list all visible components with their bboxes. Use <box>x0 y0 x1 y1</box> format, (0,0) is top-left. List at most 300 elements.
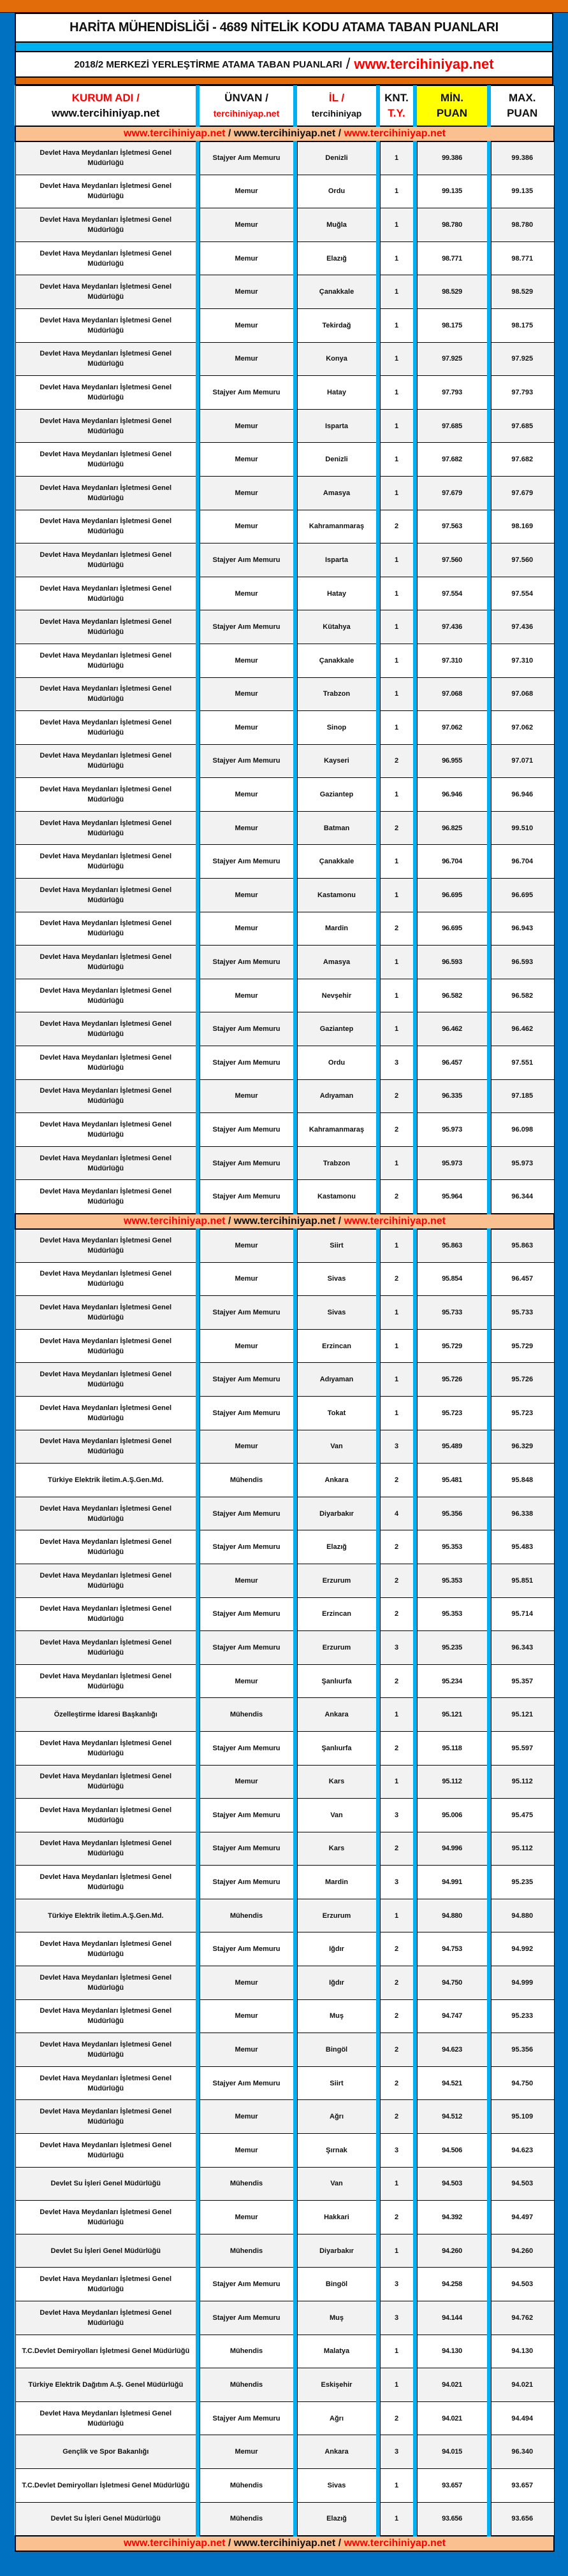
title-cell: Stajyer Aım Memuru <box>198 1631 295 1665</box>
quota-cell: 1 <box>378 1698 415 1732</box>
title-cell: Memur <box>198 275 295 309</box>
banner-link[interactable]: www.tercihiniyap.net <box>233 127 336 139</box>
min-score-cell: 95.353 <box>415 1530 489 1564</box>
max-score-cell: 97.436 <box>489 610 554 644</box>
max-score-cell: 97.554 <box>489 577 554 610</box>
institution-cell: Devlet Su İşleri Genel Müdürlüğü <box>15 2502 198 2536</box>
table-row <box>15 476 554 510</box>
max-score-cell: 95.851 <box>489 1564 554 1597</box>
title-cell: Memur <box>198 711 295 745</box>
header-sublabel: PUAN <box>507 106 538 119</box>
max-score-cell: 98.780 <box>489 208 554 242</box>
quota-cell: 2 <box>378 1079 415 1113</box>
province-cell: Adıyaman <box>295 1079 378 1113</box>
quota-cell: 2 <box>378 510 415 543</box>
quota-cell: 1 <box>378 577 415 610</box>
province-cell: Muğla <box>295 208 378 242</box>
quota-cell: 1 <box>378 2234 415 2268</box>
title-cell: Stajyer Aım Memuru <box>198 141 295 175</box>
table-row <box>15 2502 554 2536</box>
institution-cell: Devlet Hava Meydanları İşletmesi Genel Müdürlüğü <box>15 1229 198 1263</box>
province-cell: Siirt <box>295 2066 378 2100</box>
table-row <box>15 912 554 946</box>
max-score-cell: 97.185 <box>489 1079 554 1113</box>
title-cell: Stajyer Aım Memuru <box>198 1799 295 1832</box>
top-orange-bar <box>0 0 568 13</box>
title-cell: Stajyer Aım Memuru <box>198 1146 295 1180</box>
min-score-cell: 98.175 <box>415 308 489 342</box>
province-cell: Van <box>295 2167 378 2201</box>
banner-link[interactable]: www.tercihiniyap.net <box>124 127 226 139</box>
institution-cell: Devlet Hava Meydanları İşletmesi Genel Müdürlüğü <box>15 577 198 610</box>
title-cell: Stajyer Aım Memuru <box>198 1731 295 1765</box>
min-score-cell: 95.006 <box>415 1799 489 1832</box>
institution-cell: Devlet Hava Meydanları İşletmesi Genel Müdürlüğü <box>15 1731 198 1765</box>
max-score-cell: 95.848 <box>489 1464 554 1497</box>
table-row <box>15 1229 554 1263</box>
min-score-cell: 95.234 <box>415 1664 489 1698</box>
institution-cell: Devlet Hava Meydanları İşletmesi Genel Müdürlüğü <box>15 443 198 477</box>
column-header-province <box>295 86 378 126</box>
banner-cell <box>15 1214 554 1229</box>
province-cell: Bingöl <box>295 2268 378 2301</box>
institution-cell: Devlet Hava Meydanları İşletmesi Genel Müdürlüğü <box>15 1832 198 1866</box>
column-header-min-score <box>415 86 489 126</box>
table-row <box>15 241 554 275</box>
min-score-cell: 94.258 <box>415 2268 489 2301</box>
institution-cell: Devlet Hava Meydanları İşletmesi Genel Müdürlüğü <box>15 1932 198 1966</box>
table-row <box>15 1530 554 1564</box>
quota-cell: 1 <box>378 778 415 812</box>
max-score-cell: 95.357 <box>489 1664 554 1698</box>
header-sublabel: www.tercihiniyap.net <box>52 106 160 119</box>
table-row <box>15 1146 554 1180</box>
min-score-cell: 95.356 <box>415 1497 489 1530</box>
max-score-cell: 96.340 <box>489 2435 554 2469</box>
min-score-cell: 94.991 <box>415 1866 489 1899</box>
banner-cell <box>15 2536 554 2551</box>
institution-cell: Devlet Hava Meydanları İşletmesi Genel Müdürlüğü <box>15 1329 198 1363</box>
table-row <box>15 2335 554 2368</box>
max-score-cell: 96.946 <box>489 778 554 812</box>
title-cell: Stajyer Aım Memuru <box>198 1363 295 1397</box>
max-score-cell: 93.656 <box>489 2502 554 2536</box>
max-score-cell: 97.925 <box>489 342 554 376</box>
min-score-cell: 94.521 <box>415 2066 489 2100</box>
institution-cell: Devlet Hava Meydanları İşletmesi Genel Müdürlüğü <box>15 1012 198 1046</box>
province-cell: Şanlıurfa <box>295 1731 378 1765</box>
table-row <box>15 778 554 812</box>
institution-cell: Devlet Hava Meydanları İşletmesi Genel Müdürlüğü <box>15 711 198 745</box>
max-score-cell: 95.597 <box>489 1731 554 1765</box>
max-score-cell: 95.726 <box>489 1363 554 1397</box>
quota-cell: 1 <box>378 979 415 1012</box>
title-cell: Mühendis <box>198 2167 295 2201</box>
header-label: ÜNVAN / <box>224 91 268 104</box>
institution-cell: Devlet Hava Meydanları İşletmesi Genel Müdürlüğü <box>15 1765 198 1799</box>
province-cell: Hatay <box>295 577 378 610</box>
institution-cell: Devlet Hava Meydanları İşletmesi Genel Müdürlüğü <box>15 946 198 979</box>
institution-cell: Devlet Hava Meydanları İşletmesi Genel Müdürlüğü <box>15 2066 198 2100</box>
quota-cell: 1 <box>378 1296 415 1330</box>
max-score-cell: 96.582 <box>489 979 554 1012</box>
province-cell: Trabzon <box>295 677 378 711</box>
table-row <box>15 2435 554 2469</box>
site-link[interactable]: www.tercihiniyap.net <box>354 56 494 72</box>
page-title: HARİTA MÜHENDİSLİĞİ - 4689 NİTELİK KODU ATAMA TABAN PUANLARI <box>15 13 553 43</box>
title-cell: Memur <box>198 2435 295 2469</box>
max-score-cell: 96.457 <box>489 1262 554 1296</box>
province-cell: Kahramanmaraş <box>295 1113 378 1147</box>
max-score-cell: 93.657 <box>489 2468 554 2502</box>
max-score-cell: 95.475 <box>489 1799 554 1832</box>
min-score-cell: 99.135 <box>415 175 489 208</box>
institution-cell: Devlet Hava Meydanları İşletmesi Genel Müdürlüğü <box>15 1597 198 1631</box>
title-cell: Stajyer Aım Memuru <box>198 1932 295 1966</box>
header-label: İL / <box>328 91 345 104</box>
min-score-cell: 98.780 <box>415 208 489 242</box>
site-banner <box>15 126 554 141</box>
province-cell: Nevşehir <box>295 979 378 1012</box>
results-table <box>15 85 555 2552</box>
max-score-cell: 94.503 <box>489 2268 554 2301</box>
table-row <box>15 1430 554 1464</box>
min-score-cell: 96.695 <box>415 912 489 946</box>
province-cell: Ağrı <box>295 2401 378 2435</box>
title-cell: Memur <box>198 577 295 610</box>
institution-cell: Devlet Hava Meydanları İşletmesi Genel Müdürlüğü <box>15 275 198 309</box>
quota-cell: 1 <box>378 1765 415 1799</box>
province-cell: Kastamonu <box>295 1180 378 1214</box>
table-row <box>15 2368 554 2402</box>
institution-cell: Devlet Hava Meydanları İşletmesi Genel Müdürlüğü <box>15 342 198 376</box>
title-cell: Stajyer Aım Memuru <box>198 744 295 778</box>
province-cell: Kars <box>295 1832 378 1866</box>
title-cell: Memur <box>198 811 295 845</box>
header-label: MİN. <box>441 91 463 104</box>
max-score-cell: 94.130 <box>489 2335 554 2368</box>
table-row <box>15 1899 554 1932</box>
column-header-title <box>198 86 295 126</box>
min-score-cell: 94.015 <box>415 2435 489 2469</box>
institution-cell: Devlet Hava Meydanları İşletmesi Genel Müdürlüğü <box>15 1180 198 1214</box>
title-cell: Stajyer Aım Memuru <box>198 610 295 644</box>
province-cell: Erzincan <box>295 1597 378 1631</box>
institution-cell: T.C.Devlet Demiryolları İşletmesi Genel Müdürlüğü <box>15 2468 198 2502</box>
subtitle <box>15 52 553 78</box>
table-row <box>15 443 554 477</box>
min-score-cell: 95.726 <box>415 1363 489 1397</box>
banner-link[interactable]: www.tercihiniyap.net <box>233 1215 336 1227</box>
min-score-cell: 94.144 <box>415 2301 489 2335</box>
province-cell: Malatya <box>295 2335 378 2368</box>
max-score-cell: 96.943 <box>489 912 554 946</box>
max-score-cell: 99.135 <box>489 175 554 208</box>
title-cell: Stajyer Aım Memuru <box>198 1012 295 1046</box>
table-row <box>15 2234 554 2268</box>
table-row <box>15 577 554 610</box>
table-row <box>15 1396 554 1430</box>
min-score-cell: 97.554 <box>415 577 489 610</box>
min-score-cell: 97.068 <box>415 677 489 711</box>
institution-cell: Devlet Hava Meydanları İşletmesi Genel Müdürlüğü <box>15 845 198 879</box>
banner-link[interactable]: www.tercihiniyap.net <box>233 2537 336 2549</box>
province-cell: Kars <box>295 1765 378 1799</box>
table-row <box>15 342 554 376</box>
province-cell: Diyarbakır <box>295 1497 378 1530</box>
province-cell: Şırnak <box>295 2134 378 2168</box>
min-score-cell: 94.512 <box>415 2100 489 2134</box>
province-cell: Ankara <box>295 1464 378 1497</box>
institution-cell: Devlet Hava Meydanları İşletmesi Genel Müdürlüğü <box>15 2301 198 2335</box>
min-score-cell: 95.973 <box>415 1146 489 1180</box>
min-score-cell: 97.793 <box>415 376 489 410</box>
institution-cell: Devlet Hava Meydanları İşletmesi Genel Müdürlüğü <box>15 979 198 1012</box>
min-score-cell: 97.560 <box>415 543 489 577</box>
table-row <box>15 2134 554 2168</box>
title-cell: Memur <box>198 1999 295 2033</box>
institution-cell: Devlet Hava Meydanları İşletmesi Genel Müdürlüğü <box>15 510 198 543</box>
quota-cell: 3 <box>378 2268 415 2301</box>
province-cell: Mardin <box>295 1866 378 1899</box>
title-cell: Memur <box>198 1262 295 1296</box>
province-cell: Adıyaman <box>295 1363 378 1397</box>
quota-cell: 3 <box>378 1046 415 1080</box>
quota-cell: 1 <box>378 1396 415 1430</box>
quota-cell: 1 <box>378 141 415 175</box>
institution-cell: Devlet Hava Meydanları İşletmesi Genel Müdürlüğü <box>15 1262 198 1296</box>
quota-cell: 3 <box>378 2301 415 2335</box>
province-cell: Amasya <box>295 476 378 510</box>
province-cell: Eskişehir <box>295 2368 378 2402</box>
province-cell: Trabzon <box>295 1146 378 1180</box>
table-row <box>15 1113 554 1147</box>
table-footer <box>15 2536 554 2551</box>
province-cell: Tokat <box>295 1396 378 1430</box>
title-cell: Memur <box>198 2201 295 2234</box>
min-score-cell: 95.729 <box>415 1329 489 1363</box>
table-row <box>15 811 554 845</box>
quota-cell: 1 <box>378 376 415 410</box>
title-cell: Memur <box>198 241 295 275</box>
max-score-cell: 97.068 <box>489 677 554 711</box>
banner-link[interactable]: www.tercihiniyap.net <box>344 2537 446 2549</box>
institution-cell: Devlet Hava Meydanları İşletmesi Genel Müdürlüğü <box>15 175 198 208</box>
table-row <box>15 1497 554 1530</box>
title-cell: Mühendis <box>198 2502 295 2536</box>
province-cell: Erzurum <box>295 1631 378 1665</box>
min-score-cell: 95.854 <box>415 1262 489 1296</box>
table-header-row <box>15 86 554 126</box>
table-row <box>15 1363 554 1397</box>
max-score-cell: 94.497 <box>489 2201 554 2234</box>
title-cell: Stajyer Aım Memuru <box>198 1597 295 1631</box>
quota-cell: 1 <box>378 443 415 477</box>
table-row <box>15 2201 554 2234</box>
max-score-cell: 94.503 <box>489 2167 554 2201</box>
institution-cell: Özelleştirme İdaresi Başkanlığı <box>15 1698 198 1732</box>
quota-cell: 2 <box>378 1832 415 1866</box>
institution-cell: Devlet Hava Meydanları İşletmesi Genel Müdürlüğü <box>15 1564 198 1597</box>
cyan-divider <box>15 43 553 52</box>
banner-link[interactable]: www.tercihiniyap.net <box>124 1215 226 1227</box>
max-score-cell: 97.682 <box>489 443 554 477</box>
max-score-cell: 94.992 <box>489 1932 554 1966</box>
province-cell: Batman <box>295 811 378 845</box>
table-row <box>15 711 554 745</box>
min-score-cell: 94.021 <box>415 2401 489 2435</box>
quota-cell: 1 <box>378 275 415 309</box>
quota-cell: 1 <box>378 879 415 912</box>
min-score-cell: 95.118 <box>415 1731 489 1765</box>
banner-link[interactable]: www.tercihiniyap.net <box>124 2537 226 2549</box>
institution-cell: Devlet Hava Meydanları İşletmesi Genel Müdürlüğü <box>15 376 198 410</box>
max-score-cell: 95.109 <box>489 2100 554 2134</box>
province-cell: Sivas <box>295 1262 378 1296</box>
province-cell: Kahramanmaraş <box>295 510 378 543</box>
table-row <box>15 510 554 543</box>
table-row <box>15 2066 554 2100</box>
institution-cell: Devlet Hava Meydanları İşletmesi Genel Müdürlüğü <box>15 1296 198 1330</box>
max-score-cell: 98.175 <box>489 308 554 342</box>
quota-cell: 2 <box>378 2401 415 2435</box>
quota-cell: 3 <box>378 1430 415 1464</box>
header-label: KURUM ADI / <box>71 91 140 104</box>
header-sublabel: tercihiniyap.net <box>213 108 280 119</box>
min-score-cell: 98.529 <box>415 275 489 309</box>
quota-cell: 1 <box>378 946 415 979</box>
quota-cell: 2 <box>378 1999 415 2033</box>
title-cell: Memur <box>198 1564 295 1597</box>
quota-cell: 1 <box>378 1899 415 1932</box>
institution-cell: Devlet Hava Meydanları İşletmesi Genel Müdürlüğü <box>15 543 198 577</box>
max-score-cell: 94.494 <box>489 2401 554 2435</box>
banner-separator: / <box>225 127 234 139</box>
min-score-cell: 97.679 <box>415 476 489 510</box>
institution-cell: Devlet Hava Meydanları İşletmesi Genel Müdürlüğü <box>15 811 198 845</box>
max-score-cell: 95.729 <box>489 1329 554 1363</box>
min-score-cell: 94.753 <box>415 1932 489 1966</box>
quota-cell: 2 <box>378 2201 415 2234</box>
province-cell: Siirt <box>295 1229 378 1263</box>
quota-cell: 1 <box>378 845 415 879</box>
min-score-cell: 97.685 <box>415 409 489 443</box>
province-cell: Van <box>295 1799 378 1832</box>
title-cell: Memur <box>198 1329 295 1363</box>
province-cell: Çanakkale <box>295 275 378 309</box>
table-body-part1 <box>15 126 554 1214</box>
quota-cell: 2 <box>378 1664 415 1698</box>
province-cell: Diyarbakır <box>295 2234 378 2268</box>
title-cell: Stajyer Aım Memuru <box>198 1497 295 1530</box>
province-cell: Kütahya <box>295 610 378 644</box>
banner-link[interactable]: www.tercihiniyap.net <box>344 1215 446 1227</box>
table-row <box>15 677 554 711</box>
max-score-cell: 96.329 <box>489 1430 554 1464</box>
institution-cell: Devlet Hava Meydanları İşletmesi Genel Müdürlüğü <box>15 610 198 644</box>
title-cell: Stajyer Aım Memuru <box>198 1866 295 1899</box>
province-cell: Amasya <box>295 946 378 979</box>
title-cell: Memur <box>198 2134 295 2168</box>
max-score-cell: 98.529 <box>489 275 554 309</box>
province-cell: Van <box>295 1430 378 1464</box>
min-score-cell: 94.130 <box>415 2335 489 2368</box>
table-row <box>15 610 554 644</box>
site-banner <box>15 1214 554 1229</box>
table-row <box>15 879 554 912</box>
min-score-cell: 97.682 <box>415 443 489 477</box>
institution-cell: Devlet Hava Meydanları İşletmesi Genel Müdürlüğü <box>15 644 198 677</box>
province-cell: Çanakkale <box>295 845 378 879</box>
quota-cell: 2 <box>378 1597 415 1631</box>
max-score-cell: 96.704 <box>489 845 554 879</box>
institution-cell: Türkiye Elektrik Dağıtım A.Ş. Genel Müdürlüğü <box>15 2368 198 2402</box>
province-cell: Mardin <box>295 912 378 946</box>
title-cell: Mühendis <box>198 2468 295 2502</box>
title-cell: Memur <box>198 409 295 443</box>
institution-cell: Devlet Hava Meydanları İşletmesi Genel Müdürlüğü <box>15 409 198 443</box>
province-cell: Hatay <box>295 376 378 410</box>
institution-cell: Türkiye Elektrik İletim.A.Ş.Gen.Md. <box>15 1464 198 1497</box>
table-row <box>15 1799 554 1832</box>
max-score-cell: 97.071 <box>489 744 554 778</box>
table-row <box>15 845 554 879</box>
title-cell: Stajyer Aım Memuru <box>198 1113 295 1147</box>
table-row <box>15 1731 554 1765</box>
quota-cell: 3 <box>378 1866 415 1899</box>
province-cell: Ankara <box>295 2435 378 2469</box>
title-cell: Stajyer Aım Memuru <box>198 543 295 577</box>
table-row <box>15 275 554 309</box>
table-row <box>15 2033 554 2067</box>
quota-cell: 2 <box>378 1464 415 1497</box>
table-row <box>15 1631 554 1665</box>
max-score-cell: 95.112 <box>489 1765 554 1799</box>
min-score-cell: 98.771 <box>415 241 489 275</box>
table-row <box>15 946 554 979</box>
province-cell: Denizli <box>295 141 378 175</box>
max-score-cell: 95.121 <box>489 1698 554 1732</box>
title-cell: Stajyer Aım Memuru <box>198 1832 295 1866</box>
min-score-cell: 94.503 <box>415 2167 489 2201</box>
table-row <box>15 1698 554 1732</box>
table-row <box>15 2100 554 2134</box>
title-cell: Memur <box>198 912 295 946</box>
institution-cell: Devlet Hava Meydanları İşletmesi Genel Müdürlüğü <box>15 208 198 242</box>
min-score-cell: 95.489 <box>415 1430 489 1464</box>
title-cell: Stajyer Aım Memuru <box>198 946 295 979</box>
province-cell: Hakkari <box>295 2201 378 2234</box>
quota-cell: 2 <box>378 2066 415 2100</box>
quota-cell: 1 <box>378 208 415 242</box>
institution-cell: Devlet Hava Meydanları İşletmesi Genel Müdürlüğü <box>15 2401 198 2435</box>
min-score-cell: 96.593 <box>415 946 489 979</box>
table-row <box>15 644 554 677</box>
table-row <box>15 409 554 443</box>
province-cell: Ankara <box>295 1698 378 1732</box>
institution-cell: Devlet Hava Meydanları İşletmesi Genel Müdürlüğü <box>15 879 198 912</box>
title-cell: Memur <box>198 677 295 711</box>
province-cell: Elazığ <box>295 1530 378 1564</box>
min-score-cell: 96.704 <box>415 845 489 879</box>
max-score-cell: 94.750 <box>489 2066 554 2100</box>
max-score-cell: 97.685 <box>489 409 554 443</box>
title-cell: Memur <box>198 1079 295 1113</box>
max-score-cell: 97.793 <box>489 376 554 410</box>
title-cell: Stajyer Aım Memuru <box>198 2066 295 2100</box>
banner-link[interactable]: www.tercihiniyap.net <box>344 127 446 139</box>
table-row <box>15 1564 554 1597</box>
